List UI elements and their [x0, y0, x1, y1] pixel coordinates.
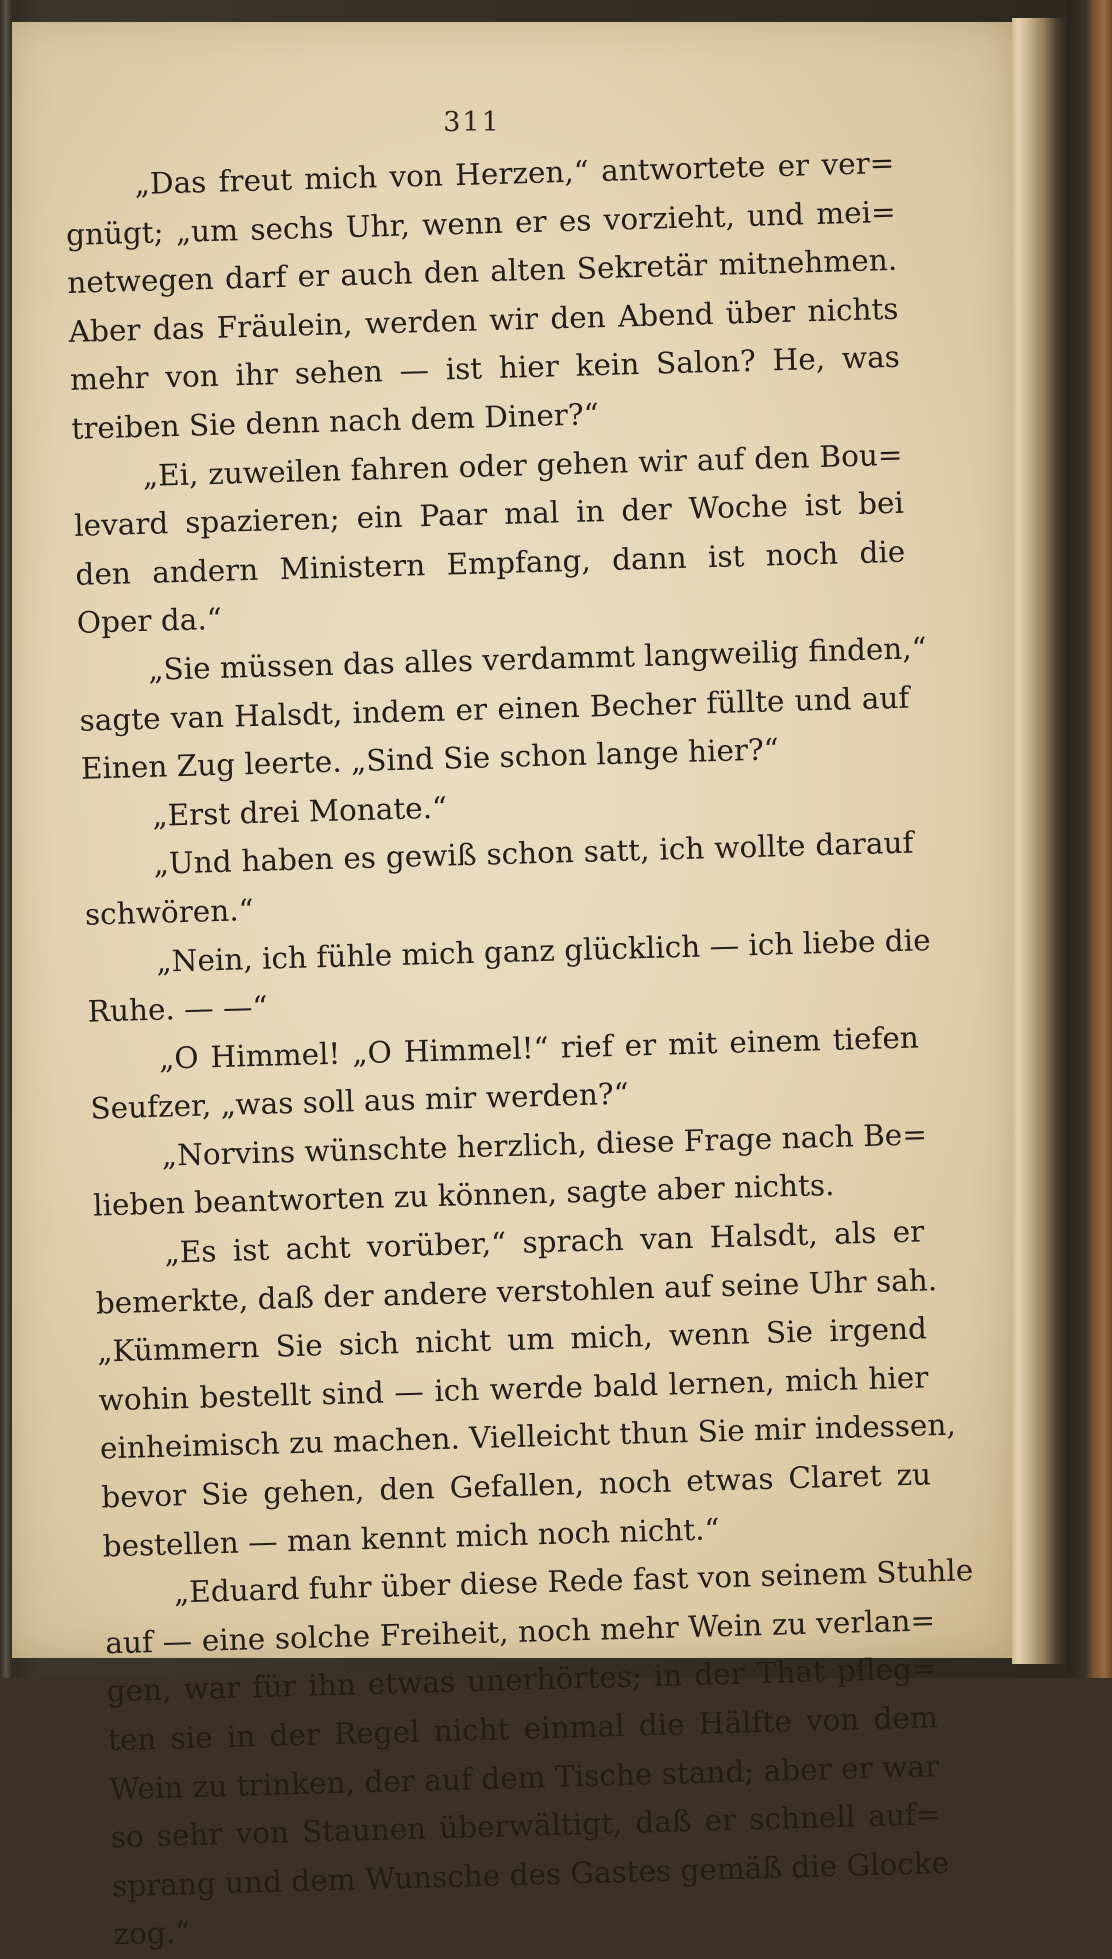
text-line: „Eduard fuhr über diese Rede fast von seinem Stuhle	[173, 1553, 974, 1610]
text-line: treiben Sie denn nach dem Diner?“	[70, 397, 600, 446]
text-line: ten sie in der Regel nicht einmal die Hälfte von dem	[107, 1700, 939, 1758]
text-line: „Das freut mich von Herzen,“ antwortete er ver=	[134, 145, 895, 202]
text-line: Wein zu trinken, der auf dem Tische stand; aber er war	[108, 1748, 940, 1806]
book-page	[12, 22, 1012, 1952]
text-line: „O Himmel! „O Himmel!“ rief er mit einem tiefen	[158, 1020, 920, 1076]
text-line: einheimisch zu machen. Vielleicht thun Sie mir indessen,	[99, 1408, 957, 1466]
text-line: Einen Zug leerte. „Sind Sie schon lange hier?“	[80, 732, 780, 786]
text-line: „Sie müssen das alles verdammt langweilig finden,“	[147, 631, 928, 687]
text-line: Aber das Fräulein, werden wir den Abend über nichts	[68, 291, 899, 349]
text-line: levard spazieren; ein Paar mal in der Woche ist bei	[73, 485, 905, 544]
text-line: Ruhe. — —“	[87, 989, 269, 1029]
text-line: sprang und dem Wunsche des Gastes gemäß die Glocke	[111, 1845, 950, 1904]
text-line: zog.“	[113, 1915, 191, 1952]
text-line: mehr von ihr sehen — ist hier kein Salon? He, was	[69, 340, 901, 398]
text-line: Oper da.“	[76, 602, 223, 641]
text-line: netwegen darf er auch den alten Sekretär mitnehmen.	[66, 242, 898, 301]
text-line: wohin bestellt sind — ich werde bald lernen, mich hier	[98, 1360, 929, 1418]
text-line: „Kümmern Sie sich nicht um mich, wenn Sie irgend	[96, 1311, 928, 1369]
text-line: bemerkte, daß der andere verstohlen auf seine Uhr sah.	[95, 1262, 938, 1321]
book-cover-edge	[1068, 0, 1112, 1678]
page-number: 311	[443, 107, 501, 138]
text-line: „Nein, ich fühle mich ganz glücklich — ich liebe die	[155, 922, 932, 979]
text-line: sagte van Halsdt, indem er einen Becher füllte und auf	[79, 680, 910, 738]
body-text	[64, 139, 974, 1959]
text-line: „Es ist acht vorüber,“ sprach van Halsdt, als er	[164, 1214, 925, 1270]
text-line: auf — eine solche Freiheit, noch mehr Wein zu verlan=	[104, 1603, 936, 1661]
text-line: Seufzer, „was soll aus mir werden?“	[89, 1076, 630, 1126]
text-line: so sehr von Staunen überwältigt, daß er schnell auf=	[110, 1797, 941, 1855]
text-line: gnügt; „um sechs Uhr, wenn er es vorzieht, und mei=	[65, 194, 897, 252]
text-line: schwören.“	[84, 892, 255, 932]
text-line: bevor Sie gehen, den Gefallen, noch etwas Claret zu	[100, 1457, 932, 1515]
text-line: „Erst drei Monate.“	[151, 790, 448, 833]
text-line: „Ei, zuweilen fahren oder gehen wir auf den Bou=	[142, 437, 903, 493]
text-line: bestellen — man kennt mich noch nicht.“	[102, 1511, 721, 1564]
text-line: lieben beantworten zu können, sagte aber nichts.	[92, 1168, 835, 1224]
text-line: „Norvins wünschte herzlich, diese Frage nach Be=	[161, 1117, 928, 1173]
page-edges	[1012, 18, 1068, 1664]
text-line: gen, war für ihn etwas unerhörtes; in der That pfleg=	[106, 1651, 937, 1709]
text-line: den andern Ministern Empfang, dann ist noch die	[75, 534, 906, 592]
text-line: „Und haben es gewiß schon satt, ich wollte darauf	[153, 825, 914, 882]
